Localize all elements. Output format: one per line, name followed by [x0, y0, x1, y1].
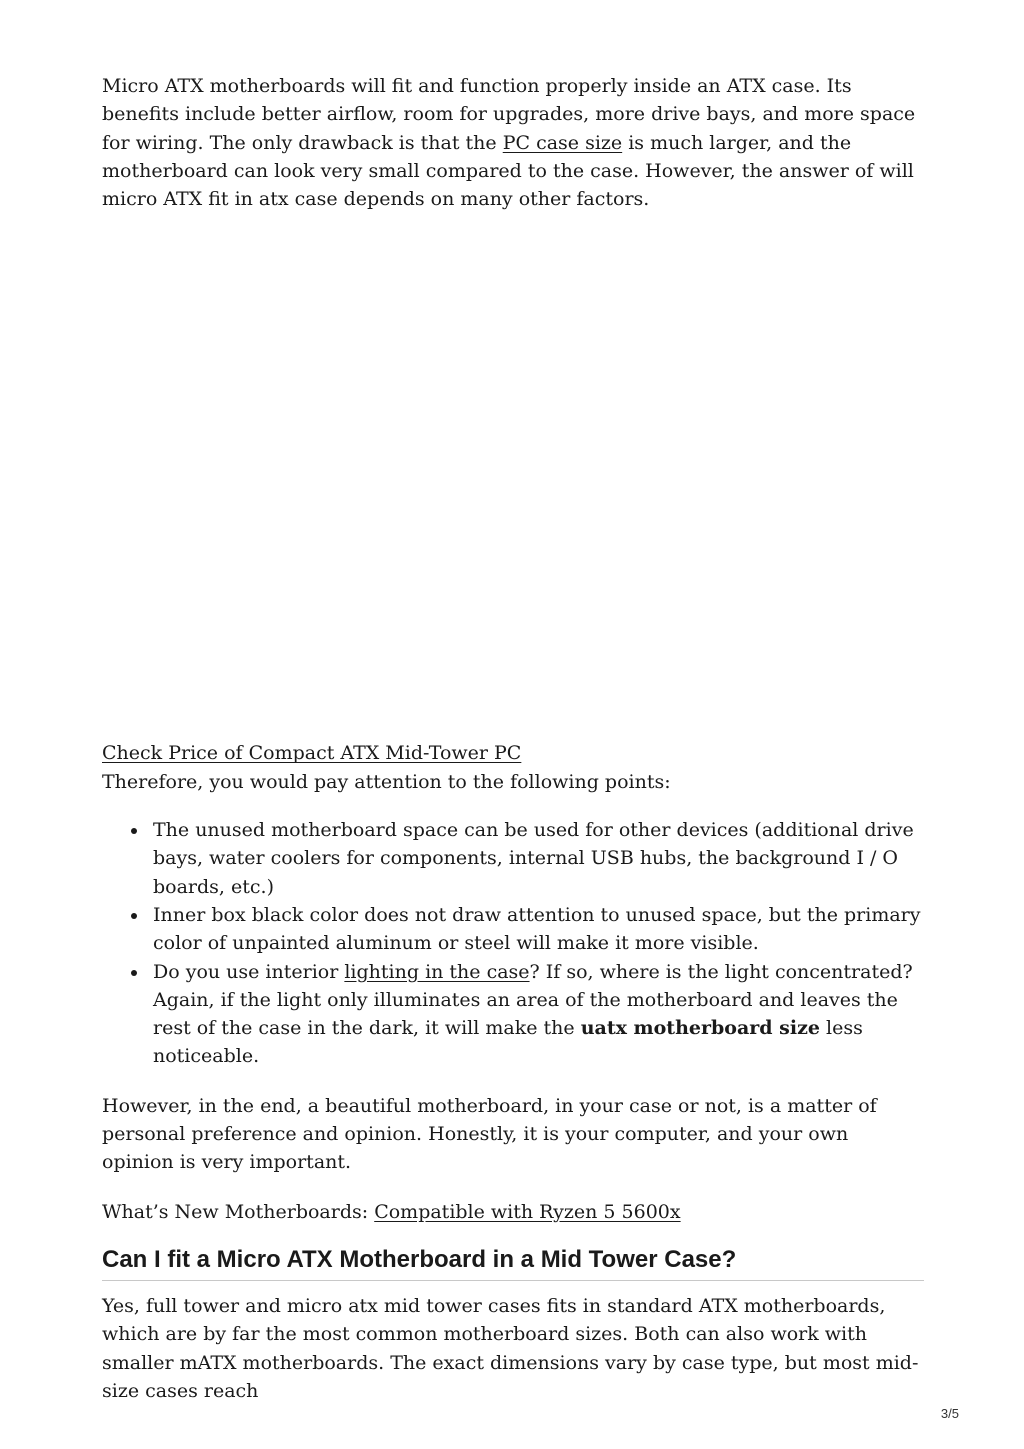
bullet-3-text-1: Do you use interior	[153, 960, 345, 983]
section-paragraph: Yes, full tower and micro atx mid tower cases fits in standard ATX motherboards, which are by far the most common motherboard sizes. Both can also work with smaller mATX motherboards. The exact dimensions vary by case type, but most mid-size cases reach	[102, 1294, 919, 1402]
whats-new-label: What’s New Motherboards:	[102, 1200, 375, 1223]
bullet-2-text: Inner box black color does not draw attention to unused space, but the primary color of unpainted aluminum or steel will make it more visible.	[153, 903, 921, 955]
blank-image-area	[102, 213, 924, 739]
list-item	[153, 958, 924, 1071]
bullet-3-text-2: ? If so, where is the light concentrated? Again, if the light only illuminates an area of the motherboard and leaves the rest of the case in the dark, it will make the	[153, 960, 913, 1040]
closing-paragraph: However, in the end, a beautiful motherboard, in your case or not, is a matter of personal preference and opinion. Honestly, it is your computer, and your own opinion is very important.	[102, 1094, 877, 1174]
pc-case-size-link[interactable]: PC case size	[502, 131, 623, 154]
list-item	[153, 901, 924, 958]
check-price-paragraph	[102, 739, 924, 767]
bullet-3-text-3: less noticeable.	[153, 1017, 863, 1068]
page-number: 3/5	[940, 1406, 959, 1421]
intro-text-1: Micro ATX motherboards will fit and function properly inside an ATX case. Its benefits include better airflow, room for upgrades, more drive bays, and more space for wiring. The only drawback is that the	[102, 75, 916, 154]
intro-text-2: is much larger, and the motherboard can look very small compared to the case. However, the answer of will micro ATX fit in atx case depends on many other factors.	[102, 131, 914, 211]
intro-paragraph	[102, 72, 924, 213]
section-heading: Can I fit a Micro ATX Motherboard in a Mid Tower Case?	[102, 1245, 924, 1281]
check-price-link[interactable]: Check Price of Compact ATX Mid-Tower PC	[102, 742, 522, 765]
whats-new-paragraph	[102, 1198, 924, 1226]
document-page	[102, 72, 924, 1405]
uatx-size-bold: uatx motherboard size	[580, 1017, 820, 1040]
points-intro: Therefore, you would pay attention to the following points:	[102, 770, 671, 793]
list-item	[153, 816, 924, 901]
lighting-in-case-link[interactable]: lighting in the case	[344, 960, 530, 983]
points-list	[102, 816, 924, 1071]
ryzen-compatible-link[interactable]: Compatible with Ryzen 5 5600x	[374, 1200, 681, 1223]
bullet-1-text: The unused motherboard space can be used for other devices (additional drive bays, water coolers for components, internal USB hubs, the background I / O boards, etc.)	[153, 819, 914, 898]
